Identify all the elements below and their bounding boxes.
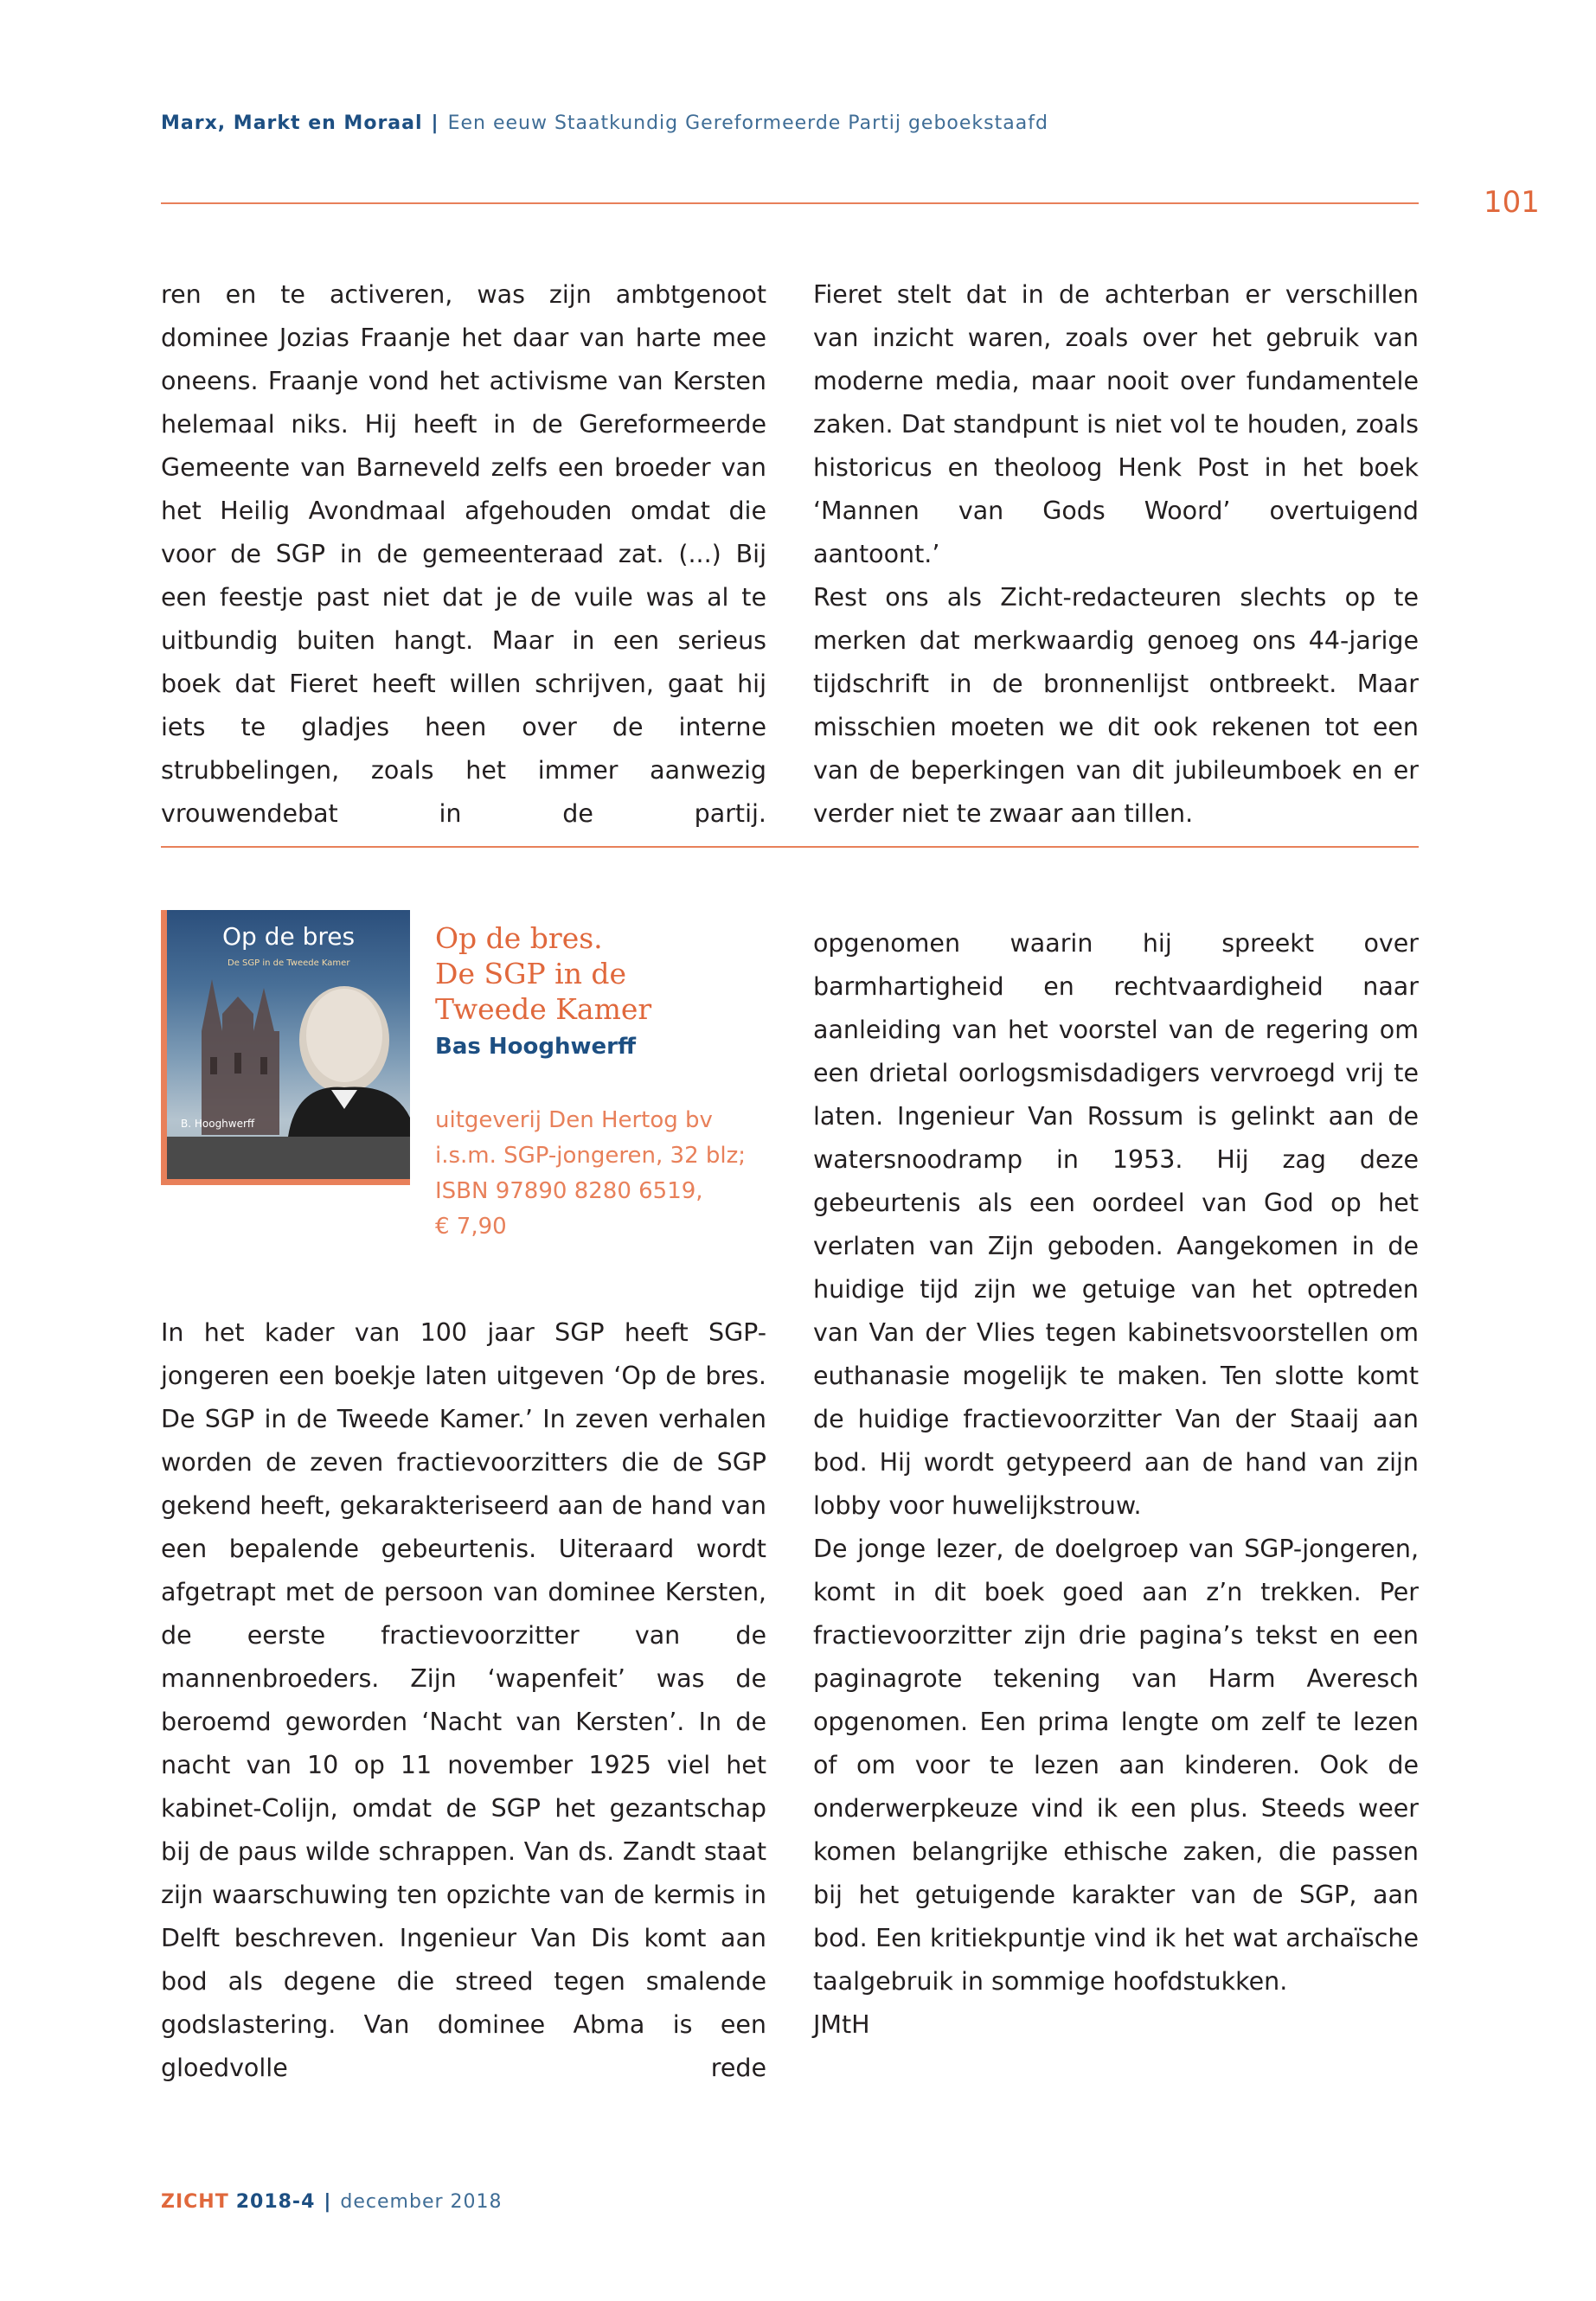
page-number: 101	[1484, 185, 1540, 220]
cover-title: Op de bres	[222, 922, 356, 951]
book-title-line: Tweede Kamer	[435, 992, 652, 1026]
paragraph: In het kader van 100 jaar SGP heeft SGP-jongeren een boekje laten uitgeven ‘Op de bres. De SGP in de Tweede Kamer.’ In zeven verhalen worden de zeven fractievoorzitters die de SGP gekend heeft, gekarakteriseerd aan de hand van een bepalende gebeurtenis. Uiteraard wordt afgetrapt met de persoon van dominee Kersten, de eerste fractievoorzitter van de mannenbroeders. Zijn ‘wapenfeit’ was de beroemd geworden ‘Nacht van Kersten’. In de nacht van 10 op 11 november 1925 viel het kabinet-Colijn, omdat de SGP het gezantschap bij de paus wilde schrappen. Van ds. Zandt staat zijn waarschuwing ten opzichte van de kermis in Delft beschreven. Ingenieur Van Dis komt aan bod als degene die streed tegen smalende godslastering. Van dominee Abma is een gloedvolle rede	[161, 1318, 766, 2082]
review-text-left-bottom	[161, 1311, 766, 2090]
cover-subtitle: De SGP in de Tweede Kamer	[228, 958, 350, 968]
review-text-left-top	[161, 273, 766, 836]
book-title-line: De SGP in de	[435, 957, 627, 990]
header-title: Marx, Markt en Moraal	[161, 112, 423, 134]
paragraph: Rest ons als Zicht-redacteuren slechts op te merken dat merkwaardig genoeg ons 44-jarige tijdschrift in de bronnenlijst ontbreekt. Maar misschien moeten we dit ook rekenen tot een van de beperkingen van dit jubileumboek en er verder niet te zwaar aan tillen.	[813, 583, 1419, 828]
cover-author: B. Hooghwerff	[181, 1118, 255, 1130]
running-header	[161, 112, 1048, 134]
price: € 7,90	[435, 1214, 507, 1240]
section-divider	[161, 846, 1419, 848]
book-metadata	[435, 1103, 798, 1245]
publication-info: i.s.m. SGP-jongeren, 32 blz;	[435, 1143, 747, 1169]
book-title	[435, 920, 798, 1027]
header-subtitle: Een eeuw Staatkundig Gereformeerde Partij geboekstaafd	[447, 112, 1048, 134]
footer-magazine: ZICHT	[161, 2191, 229, 2213]
signature: JMtH	[813, 2010, 870, 2039]
paragraph: Fieret stelt dat in de achterban er verschillen van inzicht waren, zoals over het gebruik van moderne media, maar nooit over fundamentele zaken. Dat standpunt is niet vol te houden, zoals historicus en theoloog Henk Post in het boek ‘Mannen van Gods Woord’ overtuigend aantoont.’	[813, 280, 1419, 568]
book-author: Bas Hooghwerff	[435, 1034, 637, 1060]
paragraph: De jonge lezer, de doelgroep van SGP-jongeren, komt in dit boek goed aan z’n trekken. Per fractievoorzitter zijn drie pagina’s tekst en een paginagrote tekening van Harm Averesch opgenomen. Een prima lengte om zelf te lezen of om voor te lezen aan kinderen. Ook de onderwerpkeuze vind ik een plus. Steeds weer komen belangrijke ethische zaken, die passen bij het getuigende karakter van de SGP, aan bod. Een kritiekpuntje vind ik het wat archaïsche taalgebruik in sommige hoofdstukken.	[813, 1535, 1419, 1996]
footer-separator: |	[324, 2191, 332, 2213]
running-footer	[161, 2191, 503, 2213]
cover-band	[167, 1137, 410, 1180]
book-details	[435, 920, 798, 1245]
paragraph: ren en te activeren, was zijn ambtgenoot dominee Jozias Fraanje het daar van harte mee oneens. Fraanje vond het activisme van Kersten helemaal niks. Hij heeft in de Gereformeerde Gemeente van Barneveld zelfs een broeder van het Heilig Avondmaal afgehouden omdat die voor de SGP in de gemeenteraad zat. (...) Bij een feestje past niet dat je de vuile was al te uitbundig buiten hangt. Maar in een serieus boek dat Fieret heeft willen schrijven, gaat hij iets te gladjes heen over de interne strubbelingen, zoals het immer aanwezig vrouwendebat in de partij.	[161, 280, 766, 828]
review-text-right-top	[813, 273, 1419, 836]
footer-issue: 2018-4	[235, 2191, 316, 2213]
book-title-line: Op de bres.	[435, 921, 603, 955]
footer-date: december 2018	[340, 2191, 503, 2213]
paragraph: opgenomen waarin hij spreekt over barmhartigheid en rechtvaardigheid naar aanleiding van het voorstel van de regering om een drietal oorlogsmisdadigers vervroegd vrij te laten. Ingenieur Van Rossum is gelinkt aan de watersnoodramp in 1953. Hij zag deze gebeurtenis als een oordeel van God op het verlaten van Zijn geboden. Aangekomen in de huidige tijd zijn we getuige van het optreden van Van der Vlies tegen kabinetsvoorstellen om euthanasie mogelijk te maken. Ten slotte komt de huidige fractievoorzitter Van der Staaij aan bod. Hij wordt getypeerd aan de hand van zijn lobby voor huwelijkstrouw.	[813, 929, 1419, 1520]
header-rule	[161, 202, 1419, 204]
header-separator: |	[431, 112, 439, 134]
publisher: uitgeverij Den Hertog bv	[435, 1107, 713, 1133]
book-cover-image	[161, 910, 410, 1185]
review-text-right-bottom	[813, 922, 1419, 2047]
isbn: ISBN 97890 8280 6519,	[435, 1178, 703, 1204]
